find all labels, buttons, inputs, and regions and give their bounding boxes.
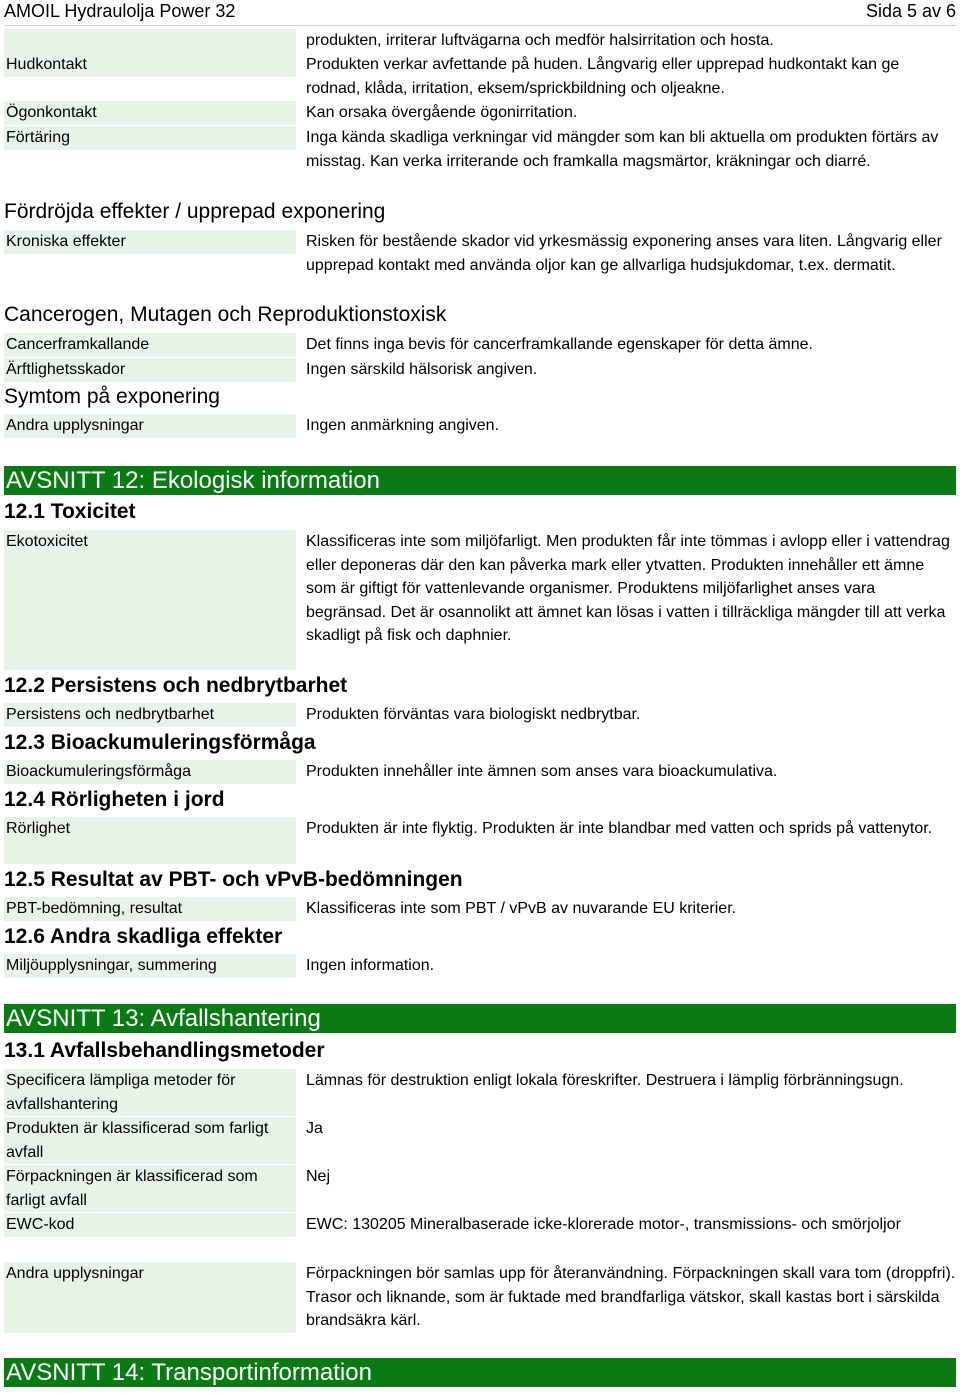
table-row — [4, 1165, 958, 1212]
row-label: Hudkontakt — [4, 53, 296, 77]
table-row — [4, 1117, 958, 1164]
table-row — [4, 53, 958, 101]
row-value: Risken för bestående skador vid yrkesmässig exponering anses vara liten. Långvarig eller upprepad kontakt med använda oljor kan ge allvarliga hudsjukdomar, t.ex. dermatit. — [306, 233, 942, 274]
row-label: Ögonkontakt — [4, 101, 296, 125]
row-value: produkten, irriterar luftvägarna och medför halsirritation och hosta. — [306, 32, 774, 49]
row-value: Det finns inga bevis för cancerframkallande egenskaper för detta ämne. — [306, 336, 813, 353]
row-label: Persistens och nedbrytbarhet — [4, 703, 296, 727]
subheading-symptoms: Symtom på exponering — [4, 385, 220, 408]
table-row — [4, 1213, 958, 1260]
document-title: AMOIL Hydraulolja Power 32 — [4, 1, 236, 21]
row-value: Inga kända skadliga verkningar vid mängder som kan bli aktuella om produkten förtärs av misstag. Kan verka irriterande och framkalla magsmärtor, kräkningar och diarré. — [306, 129, 939, 170]
subsection-12-2: 12.2 Persistens och nedbrytbarhet — [4, 674, 348, 697]
row-value: Klassificeras inte som PBT / vPvB av nuvarande EU kriterier. — [306, 900, 737, 917]
subheading-cmr: Cancerogen, Mutagen och Reproduktionstoxisk — [4, 303, 447, 326]
table-row — [4, 1262, 958, 1333]
table-row — [4, 101, 958, 125]
row-label: Andra upplysningar — [4, 1262, 296, 1333]
page-header — [4, 0, 956, 23]
row-label: Andra upplysningar — [4, 414, 296, 438]
subsection-13-1: 13.1 Avfallsbehandlingsmetoder — [4, 1039, 325, 1062]
row-label: Specificera lämpliga metoder för avfallshantering — [4, 1069, 296, 1116]
row-label: Produkten är klassificerad som farligt avfall — [4, 1117, 296, 1164]
row-value: Förpackningen bör samlas upp för återanvändning. Förpackningen skall vara tom (droppfri). Trasor och liknande, som är fuktade med brandfarliga vätskor, skall kastas bort i särskilda brandsäkra kärl. — [306, 1265, 956, 1329]
row-label: PBT-bedömning, resultat — [4, 897, 296, 921]
row-label — [4, 29, 296, 53]
table-row — [4, 954, 958, 978]
section-12-header: AVSNITT 12: Ekologisk information — [4, 466, 956, 495]
subheading-delayed-effects: Fördröjda effekter / upprepad exponering — [4, 200, 386, 223]
table-row — [4, 358, 958, 382]
row-label: Cancerframkallande — [4, 333, 296, 357]
section-14-header: AVSNITT 14: Transportinformation — [4, 1358, 956, 1387]
table-row — [4, 530, 958, 670]
table-row — [4, 897, 958, 921]
table-row — [4, 414, 958, 438]
header-divider — [4, 25, 956, 26]
row-value: Lämnas för destruktion enligt lokala föreskrifter. Destruera i lämplig förbränningsugn. — [306, 1072, 904, 1089]
row-label: Bioackumuleringsförmåga — [4, 760, 296, 784]
table-row — [4, 333, 958, 357]
row-label: EWC-kod — [4, 1213, 296, 1237]
row-value: Produkten är inte flyktig. Produkten är inte blandbar med vatten och sprids på vattenytor. — [306, 820, 933, 837]
row-label: Rörlighet — [4, 817, 296, 864]
row-label: Miljöupplysningar, summering — [4, 954, 296, 978]
subsection-12-4: 12.4 Rörligheten i jord — [4, 788, 225, 811]
row-value: Kan orsaka övergående ögonirritation. — [306, 104, 578, 121]
row-label: Förtäring — [4, 126, 296, 150]
row-value: Produkten förväntas vara biologiskt nedbrytbar. — [306, 706, 641, 723]
row-value: Produkten innehåller inte ämnen som anses vara bioackumulativa. — [306, 763, 778, 780]
row-label: Ärftlighetsskador — [4, 358, 296, 382]
table-row — [4, 703, 958, 727]
table-row — [4, 817, 958, 864]
subsection-12-5: 12.5 Resultat av PBT- och vPvB-bedömningen — [4, 868, 463, 891]
section-13-header: AVSNITT 13: Avfallshantering — [4, 1004, 956, 1033]
table-row — [4, 1069, 958, 1116]
row-value: Ingen information. — [306, 957, 435, 974]
row-label: Ekotoxicitet — [4, 530, 296, 670]
row-label: Förpackningen är klassificerad som farligt avfall — [4, 1165, 296, 1212]
row-label: Kroniska effekter — [4, 230, 296, 254]
table-row — [4, 230, 958, 300]
row-value: Ingen särskild hälsorisk angiven. — [306, 361, 538, 378]
subsection-12-1: 12.1 Toxicitet — [4, 500, 136, 523]
page-number: Sida 5 av 6 — [865, 1, 956, 21]
row-value: Ingen anmärkning angiven. — [306, 417, 500, 434]
table-row — [4, 126, 958, 197]
subsection-12-3: 12.3 Bioackumuleringsförmåga — [4, 731, 316, 754]
row-value: Ja — [306, 1120, 323, 1137]
row-value: EWC: 130205 Mineralbaserade icke-klorerade motor-, transmissions- och smörjoljor — [306, 1216, 901, 1233]
row-value: Produkten verkar avfettande på huden. Långvarig eller upprepad hudkontakt kan ge rodnad, klåda, irritation, eksem/sprickbildning och oljeakne. — [306, 56, 900, 97]
table-row — [4, 29, 958, 53]
subsection-12-6: 12.6 Andra skadliga effekter — [4, 925, 283, 948]
row-value: Nej — [306, 1168, 331, 1185]
row-value: Klassificeras inte som miljöfarligt. Men produkten får inte tömmas i avlopp eller i vattendrag eller deponeras där den kan påverka mark eller ytvatten. Produkten innehåller ett ämne som är giftigt för vattenlevande organismer. Produktens miljöfarlighet anses vara begränsad. Det är osannolikt att ämnet kan lösas i vatten i tillräckliga mängder till att verka skadligt på fisk och daphnier. — [306, 533, 950, 644]
table-row — [4, 760, 958, 784]
